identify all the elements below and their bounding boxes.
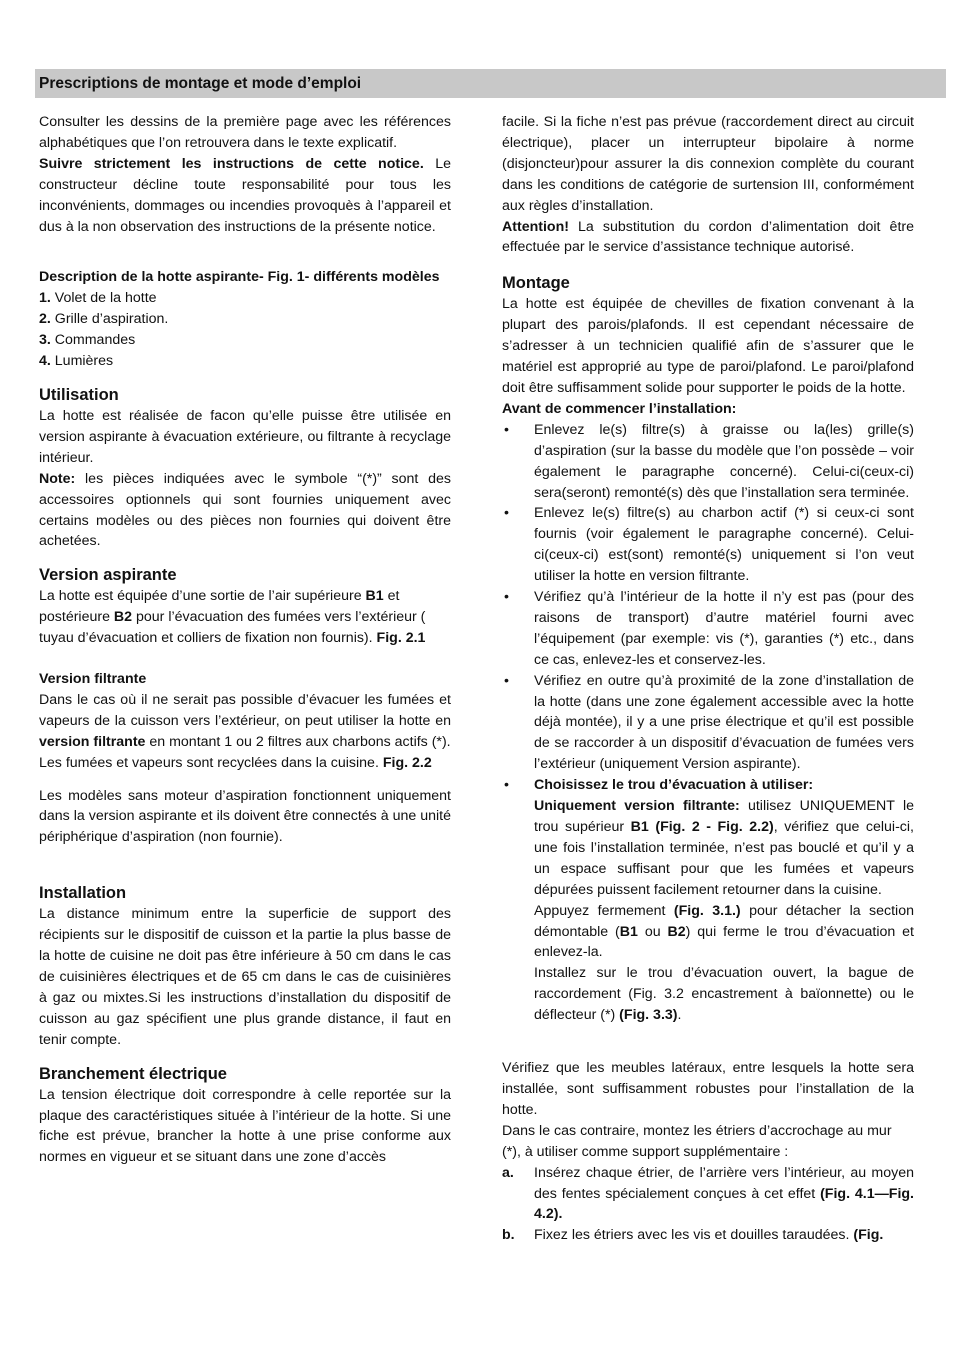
list-item	[502, 1163, 914, 1226]
item-number: 3.	[39, 332, 51, 349]
utilisation-note	[39, 469, 451, 553]
list-item	[39, 288, 451, 309]
text-span: utilisez UNIQUEMENT le trou supérieur	[534, 798, 914, 835]
text-span: Installez sur le trou d’évacuation ouvert, la bague de raccordement (Fig. 3.2 encastrement à baïonnette) ou le déflecteur (*)	[534, 965, 914, 1024]
right-column	[502, 112, 914, 1246]
note-text: les pièces indiquées avec le symbole “(*)” sont des accessoires optionnels qui sont fournies uniquement avec certains modèles ou des pièces non fournies qui doivent être achetées.	[39, 470, 451, 550]
text-span: en montant 1 ou 2 filtres aux charbons actifs (*).	[145, 733, 451, 750]
text-span: , vérifiez que celui-ci, une fois l’installation terminée, n’est pas bouclé et qu’il y a un espace suffisant pour que les fumées et vapeurs dépurées puissent facilement retourner dans la cuisine.	[534, 819, 914, 898]
list-item	[39, 351, 451, 372]
list-item	[39, 309, 451, 330]
branchement-continued: facile. Si la fiche n’est pas prévue (raccordement direct au circuit électrique), placer un interrupteur bipolaire à norme (disjoncteur)pour assurer la dis connexion complète du courant dans les conditions de catégorie de surtension III, conformément aux règles d’installation.	[502, 114, 914, 214]
attention-paragraph	[502, 217, 914, 259]
bold-term: version filtrante	[39, 733, 146, 750]
text-span: et postérieure	[39, 588, 400, 626]
verify-paragraph: Vérifiez que les meubles latéraux, entre lesquels la hotte sera installée, sont suffisamment robustes pour l’installation de la hotte.	[502, 1060, 914, 1118]
bullet-icon: •	[504, 505, 509, 522]
outlet-b1: B1	[365, 588, 384, 605]
item-number: 2.	[39, 311, 51, 328]
list-item	[502, 503, 914, 587]
item-text: Enlevez le(s) filtre(s) à graisse ou la(les) grille(s) d’aspiration (sur la basse du modèle que l’on possède – voir également le paragraphe concerné). Celui-ci(ceux-ci) sera(seront) remonté(s) dès que l’installation sera terminée.	[534, 421, 914, 501]
item-text: Vérifiez en outre qu’à proximité de la zone d’installation de la hotte (dans une zone également accessible avec la hotte déjà montée), il y a une prise électrique et qu’il est possible de se raccorder à un dispositif d’évacuation de fumées vers l’extérieur (uniquement Version aspirante).	[534, 672, 914, 773]
item-text: Fixez les étriers avec les vis et douilles taraudées.	[534, 1227, 854, 1244]
choose-heading: Choisissez le trou d’évacuation à utiliser:	[534, 777, 814, 794]
list-item	[502, 587, 914, 671]
version-filtrante-paragraph	[39, 690, 451, 753]
version-filtrante-heading: Version filtrante	[39, 671, 147, 688]
bullet-icon: •	[504, 777, 509, 794]
utilisation-paragraph: La hotte est réalisée de facon qu’elle puisse être utilisée en version aspirante à évacuation extérieure, ou filtrante à recyclage intérieur.	[39, 407, 451, 466]
figure-ref: (Fig. 4.1—Fig. 4.2).	[534, 1185, 914, 1223]
montage-paragraph: La hotte est équipée de chevilles de fixation convenant à la plupart des parois/plafonds. Il est cependant nécessaire de s’adresser à un technicien qualifié afin de s’assurer que le matériel est approprié au type de paroi/plafond. Le paroi/plafond doit être suffisamment solide pour supporter le poids de la hotte.	[502, 296, 914, 396]
item-text: Enlevez le(s) filtre(s) au charbon actif (*) si ceux-ci sont fournis (voir également le paragraphe concerné). Celui-ci(ceux-ci) est(sont) remonté(s) uniquement si l’on veut utiliser la hotte en version filtrante.	[534, 505, 914, 585]
list-item	[502, 671, 914, 776]
left-column	[39, 112, 451, 1168]
version-aspirante-heading: Version aspirante	[39, 566, 177, 585]
step-marker: b.	[502, 1227, 515, 1244]
figure-ref: Fig. 2.2	[382, 754, 432, 771]
intro-warning-text: Le constructeur décline toute responsabilité pour tous les inconvénients, dommages ou incendies provoquès à l’appareil et dus à la non observation des instructions de la présente notice.	[39, 155, 451, 235]
figure-ref: (Fig. 3.1.)	[673, 902, 741, 919]
text-span: pour l’évacuation des fumées vers l’extérieur ( tuyau d’évacuation et colliers de fixation non fournis).	[39, 609, 426, 647]
item-label: Lumières	[50, 353, 114, 370]
bullet-icon: •	[504, 589, 509, 606]
item-label: Commandes	[50, 332, 136, 349]
preparation-list	[502, 420, 914, 1026]
else-paragraph: Dans le cas contraire, montez les étriers d’accrochage au mur (*), à utiliser comme support supplémentaire :	[502, 1122, 892, 1160]
text-span: ) qui ferme le trou d’évacuation et enlevez-la.	[534, 923, 914, 961]
intro-warning-bold: Suivre strictement les instructions de cette notice.	[39, 155, 424, 172]
item-text: Insérez chaque étrier, de l’arrière vers l’intérieur, au moyen des fentes spécialement conçues à cet effet	[534, 1164, 914, 1202]
text-span: La hotte est équipée d’une sortie de l’air supérieure	[39, 588, 366, 605]
item-number: 4.	[39, 353, 51, 370]
no-motor-paragraph: Les modèles sans moteur d’aspiration fonctionnent uniquement dans la version aspirante et ils doivent être connectés à une unité périphérique d’aspiration (non fournie).	[39, 787, 451, 846]
installation-paragraph: La distance minimum entre la superficie de support des récipients sur le dispositif de cuisson et la partie la plus basse de la hotte de cuisine ne doit pas être inférieure à 50 cm dans le cas de cuisinières électriques et de 65 cm dans le cas de cuisinières à gaz ou mixtes.Si les instructions d’installation du dispositif de cuisson au gaz spécifient une plus grande distance, il faut en tenir compte.	[39, 906, 451, 1048]
montage-heading: Montage	[502, 274, 570, 293]
intro-paragraph: Consulter les dessins de la première page avec les références alphabétiques que l’on retrouvera dans le texte explicatif.	[39, 114, 451, 151]
utilisation-heading: Utilisation	[39, 385, 119, 404]
list-item	[502, 420, 914, 504]
page-title: Prescriptions de montage et mode d’emploi	[39, 75, 362, 92]
text-span: ou	[637, 923, 668, 940]
item-text: Vérifiez qu’à l’intérieur de la hotte il n’y est pas (pour des raisons de transport) d’autre matériel fourni avec l’équipement (par exemple: vis (*), garanties (*) etc., dans ce cas, enlevez-les et conservez-les.	[534, 589, 914, 668]
description-heading: Description de la hotte aspirante- Fig. 1- différents modèles	[39, 269, 440, 286]
text-span: pour détacher la section démontable (	[534, 902, 914, 940]
branchement-heading: Branchement électrique	[39, 1064, 227, 1083]
text-span: .	[677, 1007, 682, 1024]
item-label: Grille d’aspiration.	[50, 311, 169, 328]
list-item	[39, 330, 451, 351]
choose-label: Uniquement version filtrante:	[534, 798, 740, 815]
avant-heading: Avant de commencer l’installation:	[502, 400, 737, 417]
figure-ref: (Fig.	[853, 1227, 884, 1244]
outlet-b2: B2	[667, 923, 686, 940]
text-span: Les fumées et vapeurs sont recyclées dans la cuisine.	[39, 754, 383, 771]
outlet-b1: B1	[619, 923, 638, 940]
installation-heading: Installation	[39, 884, 127, 903]
section-banner	[35, 69, 946, 98]
attention-text: La substitution du cordon d’alimentation doit être effectuée par le service d’assistance technique autorisé.	[502, 218, 914, 256]
branchement-paragraph: La tension électrique doit correspondre à celle reportée sur la plaque des caractéristiques située à l’intérieur de la hotte. Si une fiche est prévue, brancher la hotte à une prise conforme aux normes en vigueur et se situant dans une zone d’accès	[39, 1086, 451, 1166]
figure-ref: B1 (Fig. 2 - Fig. 2.2)	[630, 819, 774, 835]
item-number: 1.	[39, 290, 51, 307]
text-span: Appuyez fermement	[534, 902, 674, 919]
text-span: Dans le cas où il ne serait pas possible d’évacuer les fumées et vapeurs de la cuisson vers l’extérieur, on peut utiliser la hotte en	[39, 691, 451, 729]
recycling-paragraph	[39, 753, 451, 774]
intro-warning-paragraph	[39, 154, 451, 238]
bullet-icon: •	[504, 672, 509, 689]
bullet-icon: •	[504, 421, 509, 438]
list-item	[502, 1225, 914, 1246]
step-marker: a.	[502, 1164, 514, 1181]
version-aspirante-paragraph	[39, 586, 451, 649]
item-label: Volet de la hotte	[50, 290, 157, 307]
parts-list	[39, 288, 451, 372]
outlet-b2: B2	[113, 609, 133, 626]
attention-label: Attention!	[502, 218, 569, 235]
steps-list	[502, 1163, 914, 1247]
figure-ref: (Fig. 3.3)	[619, 1007, 678, 1024]
note-label: Note:	[39, 470, 76, 487]
list-item	[502, 775, 914, 1026]
figure-ref: Fig. 2.1	[376, 630, 426, 647]
